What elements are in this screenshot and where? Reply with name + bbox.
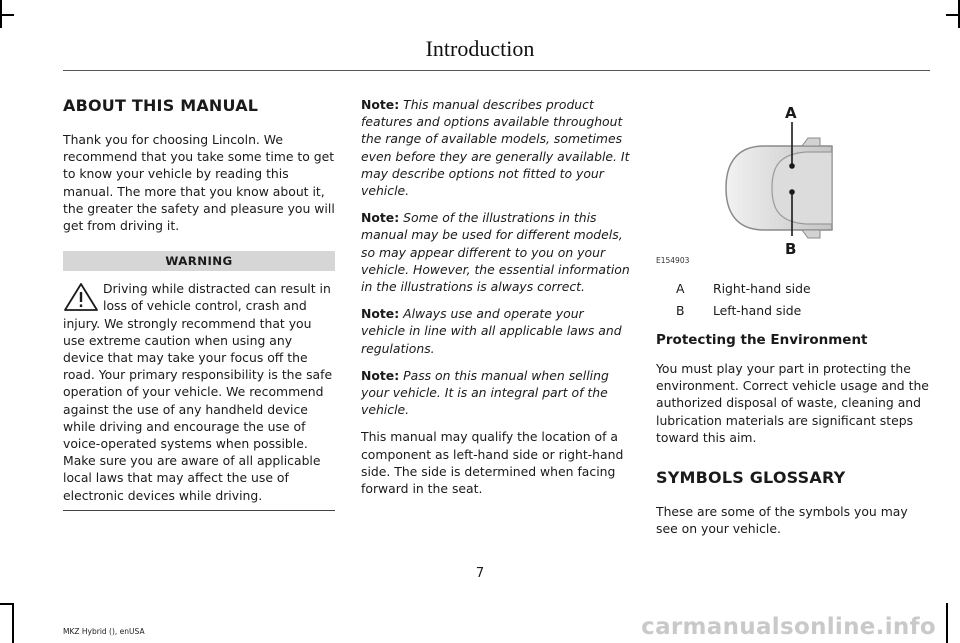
column-right: [656, 96, 932, 547]
note-paragraph: [361, 367, 631, 419]
watermark: carmanualsonline.info: [641, 614, 936, 640]
figure-id: E154903: [656, 256, 690, 265]
note-paragraph: [361, 96, 631, 199]
warning-label: WARNING: [63, 251, 335, 271]
intro-paragraph: Thank you for choosing Lincoln. We recommend that you take some time to get to know your vehicle by reading this manual. The more that you know about it, the greater the safety and pleasure you will get from driving it.: [63, 132, 335, 234]
crop-mark-bottom-left-h: [0, 603, 14, 605]
glossary-paragraph: These are some of the symbols you may see on your vehicle.: [656, 504, 908, 537]
environment-paragraph: You must play your part in protecting the environment. Correct vehicle usage and the authorized disposal of waste, cleaning and lubrication materials are significant steps toward this aim.: [656, 361, 929, 445]
warning-text: Driving while distracted can result in loss of vehicle control, crash and injury. We strongly recommend that you use extreme caution when using any device that may take your focus off the road. Your primary responsibility is the safe operation of your vehicle. We recommend against the use of any handheld device while driving and encourage the use of voice-operated systems when possible. Make sure you are aware of all applicable local laws that may affect the use of electronic devices while driving.: [63, 281, 333, 503]
legend-row: [656, 300, 932, 322]
note-paragraph: [361, 209, 631, 295]
legend-key: A: [676, 281, 685, 296]
column-middle: [361, 96, 631, 507]
crop-mark-bottom-right: [946, 603, 948, 643]
crop-mark-top-left-h: [0, 14, 14, 16]
figure-label-a: A: [785, 104, 797, 122]
note-label: Note:: [361, 210, 400, 226]
figure-legend: [656, 278, 932, 322]
figure-label-b: B: [785, 240, 797, 258]
about-heading: ABOUT THIS MANUAL: [63, 96, 259, 115]
footer-model: MKZ Hybrid (), enUSA: [63, 627, 145, 636]
note-label: Note:: [361, 306, 400, 322]
warning-divider: [63, 510, 335, 511]
crop-mark-bottom-left: [12, 603, 14, 643]
note-text: This manual describes product features and options available throughout the range of available models, sometimes even before they are generally available. It may describe options not fitted to your vehicle.: [361, 97, 630, 199]
column-left: [63, 96, 335, 511]
legend-key: B: [676, 303, 685, 318]
environment-heading: Protecting the Environment: [656, 332, 868, 348]
vehicle-side-figure: [656, 96, 932, 268]
page-number: 7: [475, 566, 485, 581]
warning-triangle-icon: [63, 282, 99, 312]
side-paragraph: This manual may qualify the location of a component as left-hand side or right-hand side. The side is determined when facing forward in the seat.: [361, 429, 624, 497]
legend-row: [656, 278, 932, 300]
note-label: Note:: [361, 97, 400, 112]
header-divider: [63, 70, 930, 71]
page-title: Introduction: [425, 36, 535, 61]
legend-value: Left-hand side: [713, 303, 802, 318]
note-text: Pass on this manual when selling your vehicle. It is an integral part of the vehicle.: [361, 367, 609, 418]
note-text: Always use and operate your vehicle in line with all applicable laws and regulations.: [361, 306, 622, 356]
warning-block: [63, 280, 335, 511]
glossary-heading: SYMBOLS GLOSSARY: [656, 468, 846, 488]
note-paragraph: [361, 305, 631, 357]
crop-mark-top-right-h: [946, 14, 960, 16]
legend-value: Right-hand side: [713, 281, 811, 296]
note-label: Note:: [361, 367, 400, 383]
note-text: Some of the illustrations in this manual may be used for different models, so may appear different to you on your vehicle. However, the essential information in the illustrations is always correct.: [361, 210, 630, 295]
